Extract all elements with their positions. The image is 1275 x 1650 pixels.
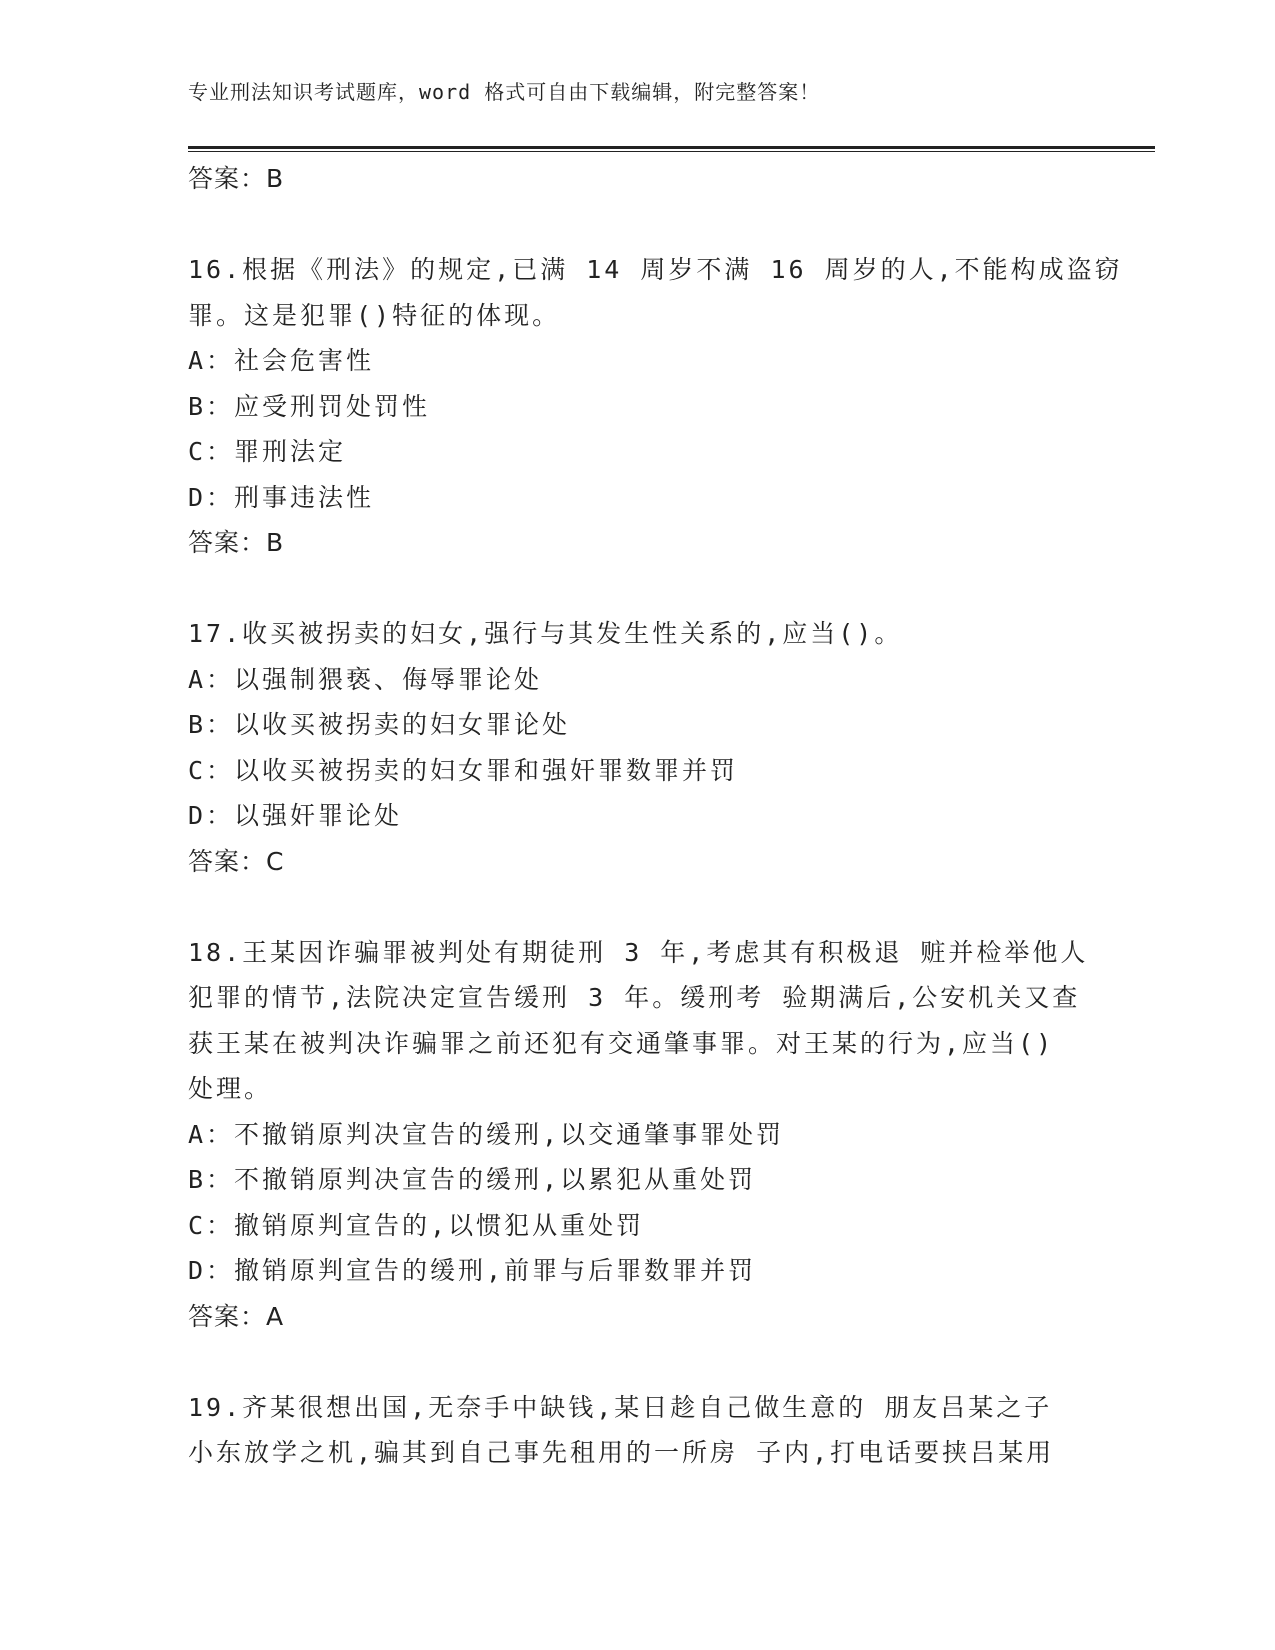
question-stem-line: 18.王某因诈骗罪被判处有期徒刑 3 年,考虑其有积极退 赃并检举他人 [188, 937, 1089, 967]
question-stem-line: 19.齐某很想出国,无奈手中缺钱,某日趁自己做生意的 朋友吕某之子 [188, 1392, 1053, 1422]
question-stem-line: 获王某在被判决诈骗罪之前还犯有交通肇事罪。对王某的行为,应当() [188, 1028, 1055, 1058]
header-rule-thin [188, 151, 1155, 152]
answer-line: 答案：B [188, 528, 285, 557]
question-list [188, 156, 1123, 1476]
question-stem-line: 17.收买被拐卖的妇女,强行与其发生性关系的,应当()。 [188, 619, 903, 648]
option-a: A：以强制猥亵、侮辱罪论处 [188, 664, 543, 694]
question-stem-line: 处理。 [188, 1074, 273, 1103]
question-stem-line: 小东放学之机,骗其到自己事先租用的一所房 子内,打电话要挟吕某用 [188, 1438, 1055, 1467]
answer-line: 答案：B [188, 164, 285, 193]
option-b: B：不撤销原判决宣告的缓刑,以累犯从重处罚 [188, 1165, 757, 1194]
option-a: A：不撤销原判决宣告的缓刑,以交通肇事罪处罚 [188, 1119, 785, 1149]
spacer [188, 884, 1088, 930]
spacer [188, 1339, 1088, 1385]
option-d: D：刑事违法性 [188, 482, 375, 512]
answer-line: 答案：A [188, 1301, 285, 1331]
header-rule [188, 146, 1155, 149]
question-stem-line: 罪。这是犯罪()特征的体现。 [188, 300, 561, 330]
question-stem-line: 犯罪的情节,法院决定宣告缓刑 3 年。缓刑考 验期满后,公安机关又查 [188, 983, 1081, 1012]
option-d: D：以强奸罪论处 [188, 801, 403, 830]
option-c: C：以收买被拐卖的妇女罪和强奸罪数罪并罚 [188, 755, 739, 785]
option-d: D：撤销原判宣告的缓刑,前罪与后罪数罪并罚 [188, 1256, 757, 1285]
spacer [188, 566, 1088, 612]
question-block [188, 611, 1088, 884]
question-block [188, 1385, 1088, 1476]
question-block [188, 930, 1088, 1340]
answer-line: 答案：C [188, 846, 285, 876]
option-b: B：应受刑罚处罚性 [188, 391, 431, 421]
option-b: B：以收买被拐卖的妇女罪论处 [188, 710, 571, 739]
question-stem-line: 16.根据《刑法》的规定,已满 14 周岁不满 16 周岁的人,不能构成盗窃 [188, 255, 1123, 284]
option-c: C：撤销原判宣告的,以惯犯从重处罚 [188, 1210, 645, 1240]
option-a: A：社会危害性 [188, 346, 375, 375]
question-block [188, 247, 1123, 566]
spacer [188, 202, 1088, 248]
option-c: C：罪刑法定 [188, 437, 347, 466]
page-header: 专业刑法知识考试题库，word 格式可自由下载编辑，附完整答案！ [188, 80, 821, 104]
